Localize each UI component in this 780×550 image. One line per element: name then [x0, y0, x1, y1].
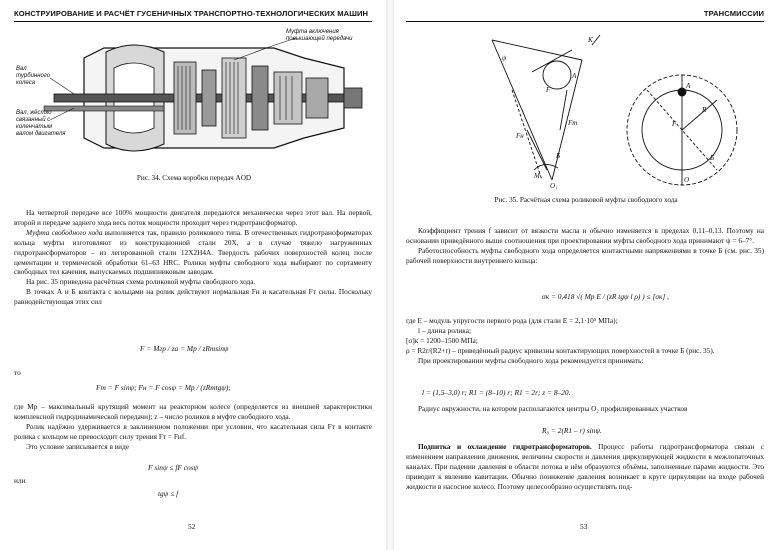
left-formula-3: F sinψ ≤ fF cosψ: [148, 463, 199, 472]
turbine-shaft-label: Вал турбинного колеса: [16, 66, 51, 86]
roller-clutch-diagram: [472, 30, 752, 190]
right-para-6: [406, 442, 764, 492]
left-page: [0, 0, 388, 550]
left-formula-4: tgψ ≤ f: [158, 489, 179, 498]
ili-word: или: [14, 476, 26, 485]
right-para-6-rest: Процесс работы гидротрансформатора связан с изменением направления движения, величины скорости и давления циркулирующей жидкости в межлопаточных каналах. При падении давления в области потока в нём образуются объёмы, заполненные парами жидкости. Это приводит к явлению кавитации. Обычно понижение давления возникает в круге циркуляции на входе рабочей жидкости в насосное колесо. Поэтому целесообразно осуществлять под-: [406, 442, 764, 491]
free-wheel-term: Муфта свободного хода: [26, 227, 103, 237]
right-text-block-3: [406, 404, 764, 414]
engine-shaft-label: Вал, жёстко связанный с коленчатым валом двигателя: [16, 110, 66, 137]
header-rule-right: [406, 21, 764, 22]
fig35-label-F: F: [546, 86, 551, 94]
running-head-left: КОНСТРУИРОВАНИЕ И РАСЧЁТ ГУСЕНИЧНЫХ ТРАНСПОРТНО-ТЕХНОЛОГИЧЕСКИХ МАШИН: [14, 9, 369, 18]
left-para-2: [14, 228, 372, 278]
page-number-left: 52: [188, 522, 196, 531]
right-line-sigma: [σ]к = 1200–1500 МПа;: [406, 335, 478, 345]
left-para-1: На четвертой передаче все 100% мощности двигателя передаются механически через этот вал. На первой, второй и передаче заднего хода весь поток мощности проходит через гидротрансформатор.: [14, 208, 372, 227]
fig35-label-Ft: Fт: [568, 119, 578, 127]
fig35-label-O1: O₁: [550, 182, 558, 190]
cooling-heading: Подпитка и охлаждение гидротрансформаторов.: [418, 442, 592, 451]
figure35-caption: Рис. 35. Расчётная схема роликовой муфты свободного хода: [494, 196, 678, 204]
right-para-1: Коэффициент трения f зависит от вязкости масла и обычно изменяется в пределах 0,11–0,13. Поэтому на основании приведённого выше соотношения при проектировании муфты свободного хода принимают ψ = 6–7°.: [406, 226, 764, 245]
fig35-label-psi: ψ: [502, 54, 507, 62]
fig35-label-A2: A: [686, 82, 691, 90]
right-para-3: где E – модуль упругости первого рода (для стали E = 2,1·10⁵ МПа);: [406, 316, 618, 325]
right-line-l: l – длина ролика;: [418, 325, 471, 335]
right-para-5: Радиус окружности, на котором располагаются центры O₂ профилированных участков: [418, 404, 688, 413]
left-para-2-rest: выполняется так, правило роликового типа. В отечественных гидротрансформаторах кольца муфты изготовляют из конструкционной стали 20Х, а в случае тяжело нагруженных гидротрансформаторов – из легированной стали 12Х2Н4А. Твердость рабочих поверхностей колец после цементации и термической обработки 61–63 HRC. Ролики муфты свободного хода выбирают по сортаменту свободных тел качения, выпускаемых подшипниковым заводам.: [14, 227, 372, 277]
to-word: то: [14, 368, 21, 377]
right-line-rho: ρ = R2r/(R2+r) – приведённый радиус кривизны контактирующих поверхностей в точке Б (рис. 35).: [406, 345, 715, 355]
right-para-4: При проектировании муфты свободного хода рекомендуется принимать:: [418, 355, 644, 365]
right-page: [392, 0, 780, 550]
left-text-block-1: [14, 208, 372, 307]
left-formula-2: Fт = F sinψ; Fн = F cosψ = Mр / (zRтtgψ);: [96, 383, 231, 392]
gearbox-scheme-figure: [14, 28, 374, 168]
running-head-right: ТРАНСМИССИИ: [703, 9, 764, 18]
fig35-label-R: R: [702, 106, 707, 114]
fig35-label-B: Б: [556, 152, 561, 160]
right-para-2: Работоспособность муфты свободного хода определяется контактными напряжениями в точке Б (см. рис. 35) рабочей поверхности внутреннего кольца:: [406, 245, 764, 265]
right-formula-2: l = (1,5–3,0) r; R1 = (8–10) r; R1 = 2r; z = 8–20.: [422, 388, 571, 397]
fig35-label-A: A: [572, 72, 577, 80]
left-para-5: где Mр – максимальный крутящий момент на реакторном колесе (определяется из внешней характеристики комплексной гидродинамической передачи); z – число роликов в муфте свободного хода.: [14, 402, 372, 421]
left-text-block-2: [14, 402, 372, 452]
right-text-block-2: [406, 316, 764, 366]
fig35-label-M: M: [534, 172, 540, 180]
figure34-caption: Рис. 34. Схема коробки передач AOD: [136, 174, 252, 182]
right-text-block-1: [406, 226, 764, 266]
fig35-label-Fn: Fн: [516, 132, 524, 140]
right-text-block-4: [406, 442, 764, 492]
fig35-label-O: O: [684, 176, 690, 184]
right-formula-3: R₀ = 2(R1 – r) sinψ.: [542, 426, 602, 435]
left-formula-1: F = Mгр / za = Mр / zRтsinψ: [140, 344, 229, 353]
left-para-6: Ролик надёжно удерживается в заклиненном положении при условии, что касательная сила Fт в контакте ролика с кольцом не превосходит силу трения Fт = Fнf.: [14, 421, 372, 441]
left-para-3: На рис. 35 приведена расчётная схема роликовой муфты свободного хода.: [26, 277, 256, 287]
fig35-label-K: K: [588, 36, 593, 44]
clutch-label: Муфта включения повышающей передачи: [286, 29, 353, 42]
right-formula-1: σк = 0,418 √( Mр E / (zR tgψ l ρ) ) ≤ [σк] ,: [542, 292, 669, 301]
fig35-label-B2: Б: [710, 154, 715, 162]
fig35-label-F2: F: [672, 120, 677, 128]
header-rule-left: [14, 21, 372, 22]
page-number-right: 53: [580, 522, 588, 531]
left-para-7: Это условие записывается в виде: [26, 441, 130, 451]
left-para-4: В точках А и Б контакта с кольцами на ролик действуют нормальная Fн и касательная Fт силы. Поскольку равнодействующая этих сил: [14, 287, 372, 307]
